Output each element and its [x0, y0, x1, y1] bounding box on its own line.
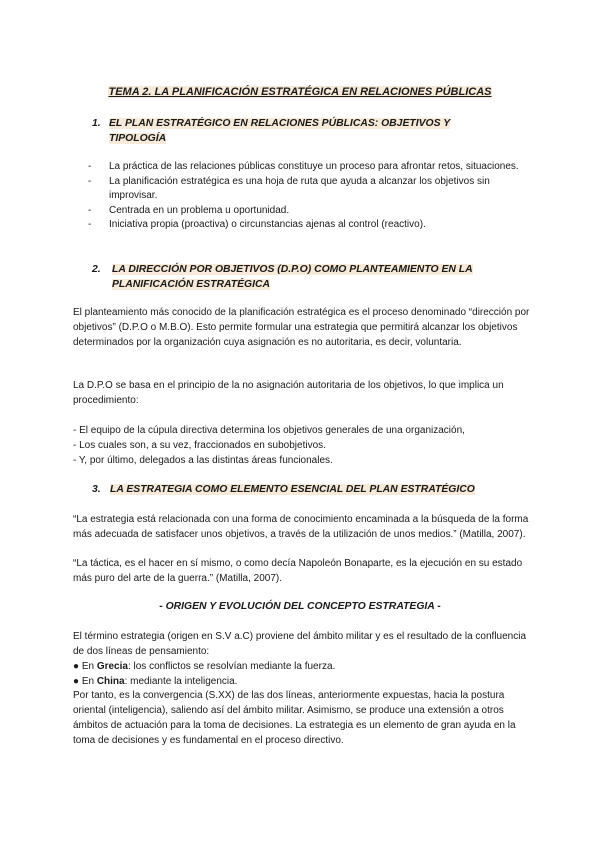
list-item: - La práctica de las relaciones públicas constituye un proceso para afrontar retos, situaciones.: [88, 160, 528, 175]
section2-procedure-list: [73, 423, 533, 468]
section3-quote-1: “La estrategia está relacionada con una forma de conocimiento encaminada a la búsqueda de la forma más adecuada de satisfacer unos objetivos, a través de la utilización de unos medios.” (Matilla, 2007).: [73, 514, 529, 540]
subsection-intro: El término estrategia (origen en S.V a.C) proviene del ámbito militar y es el resultado de la confluencia de dos líneas de pensamiento:: [73, 631, 527, 657]
bullet-rest: : mediante la inteligencia.: [124, 676, 238, 687]
section2-paragraph-2: La D.P.O se basa en el principio de la no asignación autoritaria de los objetivos, lo que implica un procedimiento:: [73, 380, 504, 406]
subsection-bullets: [73, 659, 533, 689]
section3-quote-2: “La táctica, es el hacer en sí mismo, o como decía Napoleón Bonaparte, es la ejecución en su estado más puro del arte de la guerra.” (Matilla, 2007).: [73, 558, 523, 584]
section3-number: 3.: [92, 484, 101, 495]
subsection-heading: - ORIGEN Y EVOLUCIÓN DEL CONCEPTO ESTRATEGIA -: [159, 601, 441, 612]
section1-bullet-list: [88, 160, 528, 233]
list-item: [73, 659, 533, 674]
section1-heading: [92, 116, 512, 146]
section3-heading: [92, 482, 522, 497]
section2-heading-line1: LA DIRECCIÓN POR OBJETIVOS (D.P.O) COMO PLANTEAMIENTO EN LA: [112, 264, 473, 275]
section2-heading-line2: PLANIFICACIÓN ESTRATÉGICA: [112, 279, 270, 290]
bullet-prefix: ● En: [73, 661, 97, 672]
list-item: - Los cuales son, a su vez, fraccionados en subobjetivos.: [73, 440, 326, 451]
section1-heading-line2: TIPOLOGÍA: [109, 133, 167, 144]
section2-number: 2.: [92, 264, 101, 275]
section2-heading: [92, 262, 522, 292]
subsection-closing: Por tanto, es la convergencia (S.XX) de las dos líneas, anteriormente expuestas, hacia la postura oriental (inteligencia), saliendo así del ámbito militar. Asimismo, se produce una extensión a otros ámbitos de actuación para la toma de decisiones. La estrategia es un elemento de gran ayuda en la toma de decisiones y es fundamental en el proceso directivo.: [73, 690, 516, 746]
bullet-bold-term: Grecia: [96, 661, 128, 672]
document-title-text: TEMA 2. LA PLANIFICACIÓN ESTRATÉGICA EN RELACIONES PÚBLICAS: [108, 86, 492, 98]
list-item: - Centrada en un problema u oportunidad.: [88, 204, 528, 219]
bullet-bold-term: China: [96, 676, 125, 687]
list-item: - Iniciativa propia (proactiva) o circunstancias ajenas al control (reactivo).: [88, 218, 528, 233]
list-item: - El equipo de la cúpula directiva determina los objetivos generales de una organización,: [73, 425, 465, 436]
document-title: [0, 86, 600, 98]
section1-heading-line1: EL PLAN ESTRATÉGICO EN RELACIONES PÚBLICAS: OBJETIVOS Y: [109, 118, 451, 129]
list-item: - Y, por último, delegados a las distintas áreas funcionales.: [73, 455, 333, 466]
section1-number: 1.: [92, 118, 101, 129]
list-item: - La planificación estratégica es una hoja de ruta que ayuda a alcanzar los objetivos sin improvisar.: [88, 175, 528, 204]
list-item: [73, 674, 533, 689]
section3-heading-text: LA ESTRATEGIA COMO ELEMENTO ESENCIAL DEL PLAN ESTRATÉGICO: [110, 484, 475, 495]
bullet-rest: : los conflictos se resolvían mediante la fuerza.: [127, 661, 336, 672]
section2-paragraph-1: El planteamiento más conocido de la planificación estratégica es el proceso denominado “dirección por objetivos” (D.P.O o M.B.O). Esto permite formular una estrategia que permitirá alcanzar los objetivos determinados por la organización cuya asignación es no autoritaria, es decir, voluntaria.: [73, 307, 530, 348]
bullet-prefix: ● En: [73, 676, 97, 687]
